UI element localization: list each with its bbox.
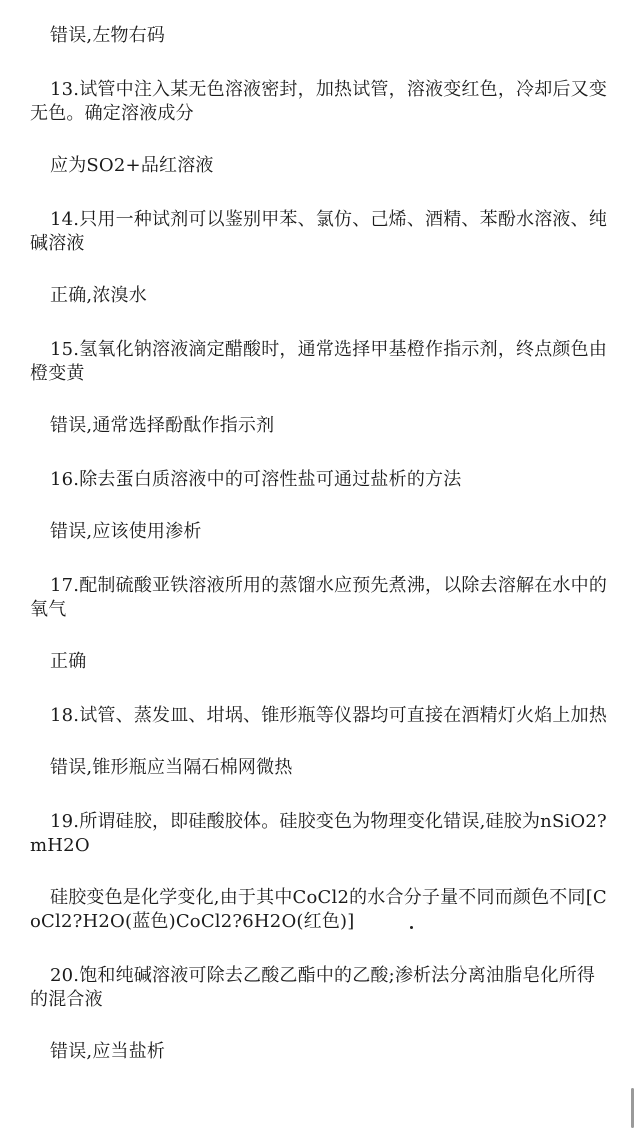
question-18: 18.试管、蒸发皿、坩埚、锥形瓶等仪器均可直接在酒精灯火焰上加热 (50, 705, 608, 726)
answer-19: 硅胶变色是化学变化,由于其中CoCl2的水合分子量不同而颜色不同[CoCl2?H2O(蓝色)CoCl2?6H2O(红色)] (30, 887, 607, 932)
question-13: 13.试管中注入某无色溶液密封，加热试管，溶液变红色，冷却后又变无色。确定溶液成分 (30, 79, 608, 124)
answer-13: 应为SO2+品红溶液 (50, 155, 214, 176)
question-15: 15.氢氧化钠溶液滴定醋酸时，通常选择甲基橙作指示剂，终点颜色由橙变黄 (30, 339, 608, 384)
document-body (30, 24, 612, 1064)
answer-16: 错误,应该使用渗析 (50, 521, 202, 542)
stray-dot (410, 926, 413, 929)
answer-18: 错误,锥形瓶应当隔石棉网微热 (50, 757, 293, 778)
answer-12: 错误,左物右码 (50, 25, 166, 46)
answer-15: 错误,通常选择酚酞作指示剂 (50, 415, 275, 436)
answer-17: 正确 (50, 651, 87, 672)
answer-14: 正确,浓溴水 (50, 285, 147, 306)
question-14: 14.只用一种试剂可以鉴别甲苯、氯仿、己烯、酒精、苯酚水溶液、纯碱溶液 (30, 209, 608, 254)
question-16: 16.除去蛋白质溶液中的可溶性盐可通过盐析的方法 (50, 469, 462, 490)
question-19: 19.所谓硅胶，即硅酸胶体。硅胶变色为物理变化错误,硅胶为nSiO2?mH2O (30, 811, 607, 856)
question-20: 20.饱和纯碱溶液可除去乙酸乙酯中的乙酸;渗析法分离油脂皂化所得的混合液 (30, 965, 596, 1010)
answer-20: 错误,应当盐析 (50, 1041, 166, 1062)
question-17: 17.配制硫酸亚铁溶液所用的蒸馏水应预先煮沸，以除去溶解在水中的氧气 (30, 575, 608, 620)
scrollbar[interactable] (631, 1088, 634, 1128)
